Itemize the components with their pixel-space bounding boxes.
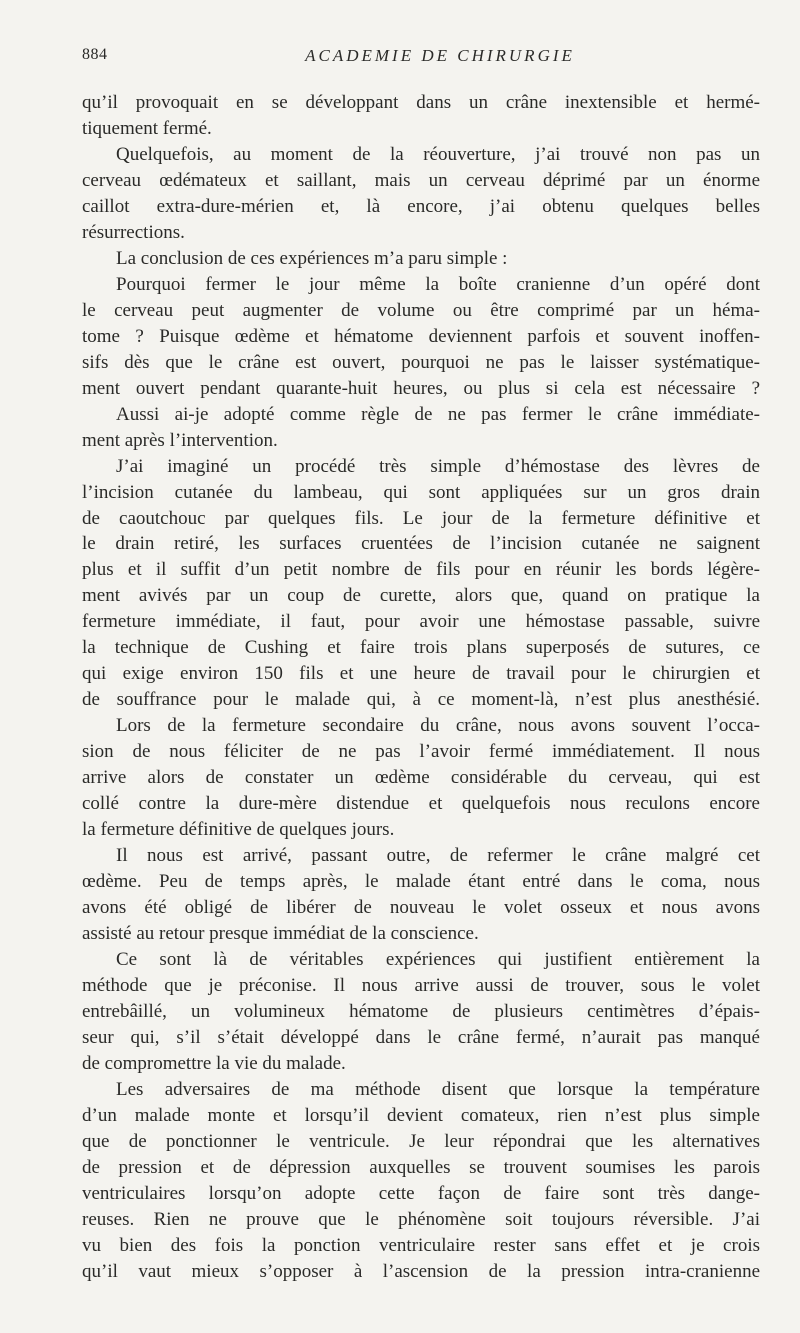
text-line: fermeture immédiate, il faut, pour avoir une hémostase passable, suivre bbox=[82, 611, 760, 633]
text-line: assisté au retour presque immédiat de la conscience. bbox=[82, 923, 479, 944]
text-line: la fermeture définitive de quelques jours. bbox=[82, 819, 395, 841]
text-line: reuses. Rien ne prouve que le phénomène soit toujours réversible. J’ai bbox=[82, 1208, 760, 1230]
text-line: d’un malade monte et lorsqu’il devient comateux, rien n’est plus simple bbox=[82, 1104, 760, 1126]
text-line: de compromettre la vie du malade. bbox=[82, 1052, 346, 1074]
text-line: Il nous est arrivé, passant outre, de refermer le crâne malgré cet bbox=[116, 845, 760, 867]
text-line: méthode que je préconise. Il nous arrive aussi de trouver, sous le volet bbox=[82, 974, 760, 996]
text-line: plus et il suffit d’un petit nombre de fils pour en réunir les bords légère- bbox=[82, 559, 760, 581]
text-line: le drain retiré, les surfaces cruentées de l’incision cutanée ne saignent bbox=[82, 533, 760, 555]
text-line: Quelquefois, au moment de la réouverture, j’ai trouvé non pas un bbox=[116, 143, 760, 165]
text-line: ment après l’intervention. bbox=[82, 429, 278, 451]
text-line: qui exige environ 150 fils et une heure de travail pour le chirurgien et bbox=[82, 663, 760, 685]
text-line: ventriculaires lorsqu’on adopte cette façon de faire sont très dange- bbox=[82, 1182, 760, 1204]
text-line: ment avivés par un coup de curette, alors que, quand on pratique la bbox=[82, 585, 760, 607]
text-line: cerveau œdémateux et saillant, mais un cerveau déprimé par un énorme bbox=[82, 169, 760, 191]
text-line: J’ai imaginé un procédé très simple d’hémostase des lèvres de bbox=[116, 455, 760, 477]
running-title: ACADEMIE DE CHIRURGIE bbox=[305, 46, 575, 65]
page-number: 884 bbox=[82, 46, 108, 63]
text-line: Lors de la fermeture secondaire du crâne, nous avons souvent l’occa- bbox=[116, 715, 760, 737]
text-line: de souffrance pour le malade qui, à ce moment-là, n’est plus anesthésié. bbox=[82, 689, 760, 711]
text-line: de caoutchouc par quelques fils. Le jour de la fermeture définitive et bbox=[82, 507, 760, 529]
text-line: sion de nous féliciter de ne pas l’avoir fermé immédiatement. Il nous bbox=[82, 741, 760, 763]
text-line: qu’il vaut mieux s’opposer à l’ascension de la pression intra-cranienne bbox=[82, 1260, 760, 1282]
text-line: résurrections. bbox=[82, 221, 185, 243]
text-line: vu bien des fois la ponction ventriculaire rester sans effet et je crois bbox=[82, 1234, 760, 1256]
text-line: arrive alors de constater un œdème considérable du cerveau, qui est bbox=[82, 767, 760, 789]
text-line: La conclusion de ces expériences m’a paru simple : bbox=[116, 247, 508, 269]
text-line: collé contre la dure-mère distendue et quelquefois nous reculons encore bbox=[82, 793, 760, 815]
text-line: Aussi ai-je adopté comme règle de ne pas fermer le crâne immédiate- bbox=[116, 403, 760, 425]
text-line: Les adversaires de ma méthode disent que lorsque la température bbox=[116, 1078, 760, 1100]
text-line: de pression et de dépression auxquelles se trouvent soumises les parois bbox=[82, 1156, 760, 1178]
text-line: ment ouvert pendant quarante-huit heures, ou plus si cela est nécessaire ? bbox=[82, 377, 760, 399]
text-line: tome ? Puisque œdème et hématome deviennent parfois et souvent inoffen- bbox=[82, 325, 760, 347]
page-header bbox=[82, 46, 758, 70]
text-line: qu’il provoquait en se développant dans un crâne inextensible et hermé- bbox=[82, 92, 760, 113]
text-line: caillot extra-dure-mérien et, là encore, j’ai obtenu quelques belles bbox=[82, 195, 760, 217]
text-line: l’incision cutanée du lambeau, qui sont appliquées sur un gros drain bbox=[82, 481, 760, 503]
text-line: seur qui, s’il s’était développé dans le crâne fermé, n’aurait pas manqué bbox=[82, 1026, 760, 1048]
text-line: le cerveau peut augmenter de volume ou être comprimé par un héma- bbox=[82, 299, 760, 321]
text-line: tiquement fermé. bbox=[82, 117, 212, 139]
text-line: œdème. Peu de temps après, le malade étant entré dans le coma, nous bbox=[82, 871, 760, 893]
text-line: que de ponctionner le ventricule. Je leur répondrai que les alternatives bbox=[82, 1130, 760, 1152]
text-line: Pourquoi fermer le jour même la boîte cranienne d’un opéré dont bbox=[116, 273, 760, 295]
text-line: Ce sont là de véritables expériences qui justifient entièrement la bbox=[116, 948, 760, 970]
text-line: sifs dès que le crâne est ouvert, pourquoi ne pas le laisser systématique- bbox=[82, 351, 760, 373]
text-line: avons été obligé de libérer de nouveau le volet osseux et nous avons bbox=[82, 897, 760, 919]
text-line: la technique de Cushing et faire trois plans superposés de sutures, ce bbox=[82, 637, 760, 659]
body-text bbox=[82, 90, 760, 1285]
text-line: entrebâillé, un volumineux hématome de plusieurs centimètres d’épais- bbox=[82, 1000, 760, 1022]
